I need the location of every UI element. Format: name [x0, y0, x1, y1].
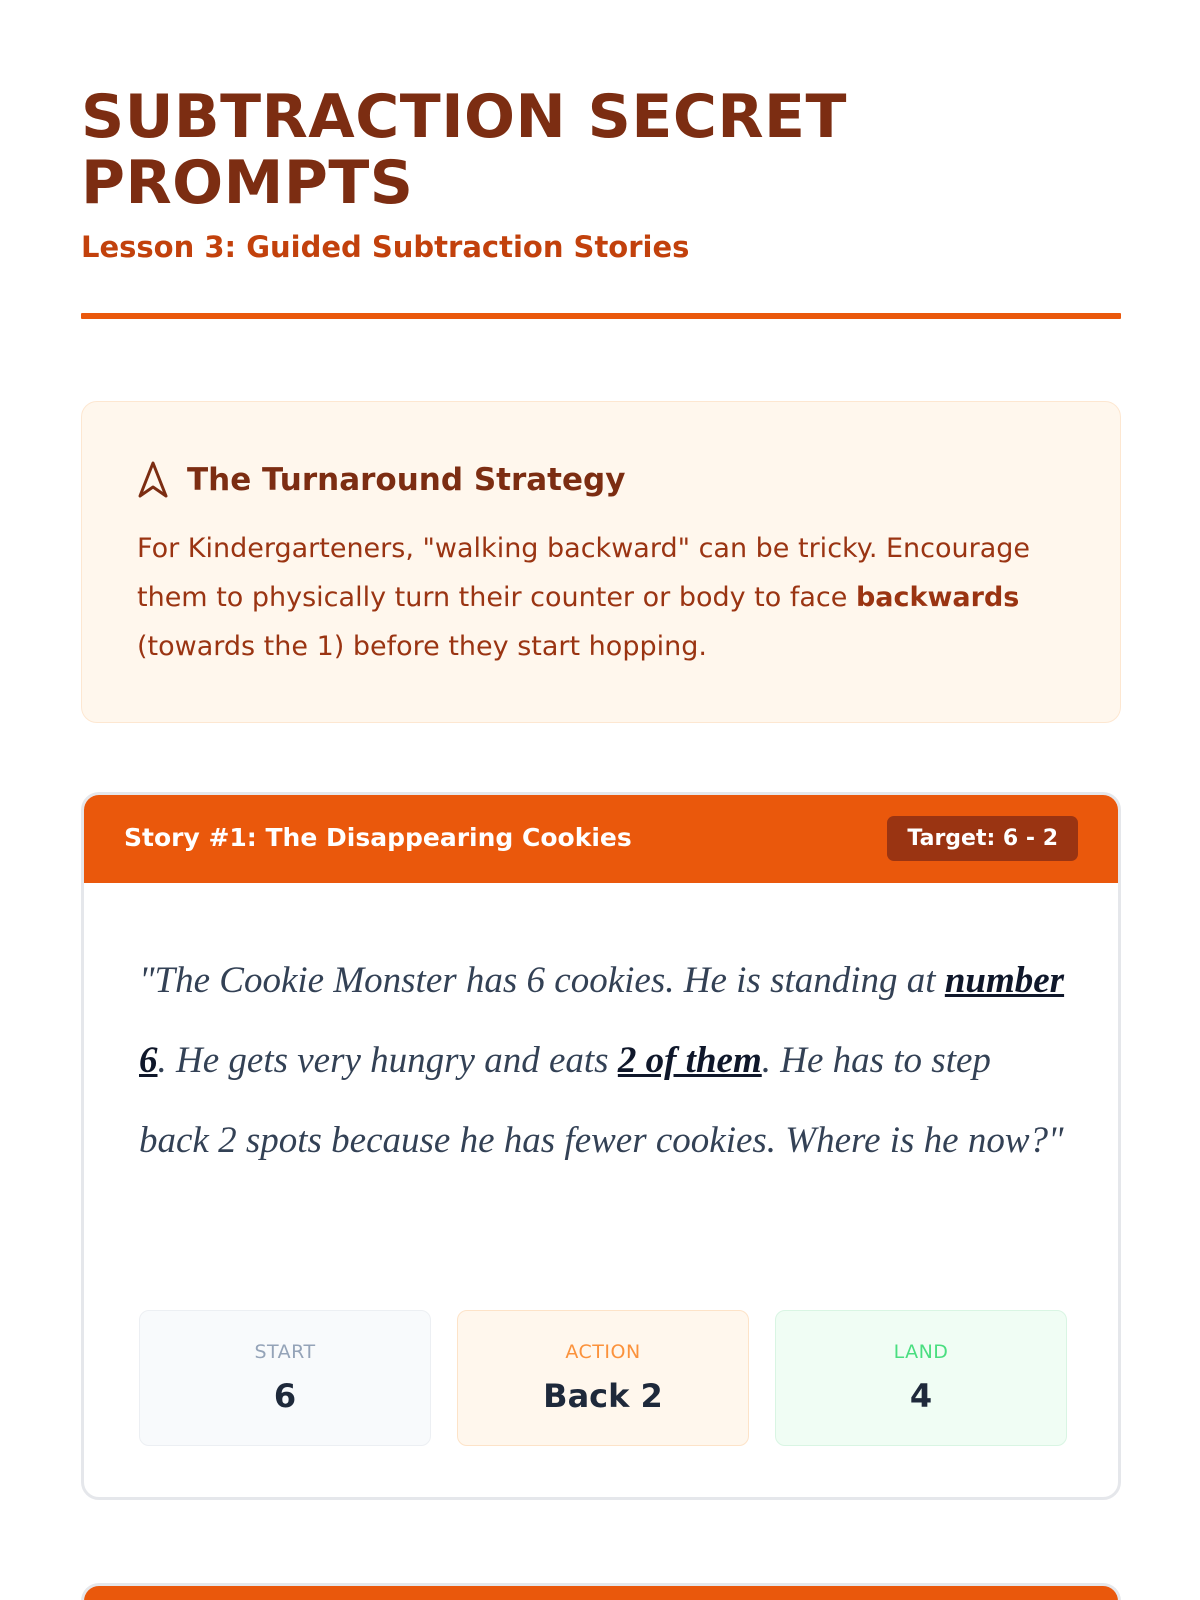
navigation-arrow-icon: [137, 460, 169, 500]
story-text-part: "The Cookie Monster has 6 cookies. He is standing at: [139, 960, 945, 1001]
story-emphasis-start-number: number 6: [139, 960, 1065, 1081]
solution-steps: [139, 1310, 1069, 1446]
story-card-2-header: [81, 1583, 1121, 1600]
step-value: Back 2: [543, 1377, 663, 1415]
step-action: [457, 1310, 749, 1446]
step-label: ACTION: [565, 1341, 641, 1363]
story-text-part: . He gets very hungry and eats: [157, 1040, 618, 1081]
story-title: Story #1: The Disappearing Cookies: [124, 823, 632, 852]
story-prompt: [139, 941, 1069, 1181]
story-text-part: . He has to step back 2 spots because he has fewer cookies. Where is he now?": [139, 1040, 1064, 1161]
target-badge: Target: 6 - 2: [887, 816, 1078, 861]
strategy-tip-card: [81, 401, 1121, 723]
story-card-header: [84, 795, 1118, 883]
step-value: 6: [273, 1377, 297, 1415]
tip-header: [137, 460, 625, 500]
page-title: SUBTRACTION SECRET PROMPTS: [81, 82, 847, 218]
step-label: START: [254, 1341, 316, 1363]
lesson-subtitle: Lesson 3: Guided Subtraction Stories: [81, 230, 690, 264]
step-label: LAND: [893, 1341, 949, 1363]
step-value: 4: [909, 1377, 933, 1415]
story-emphasis-amount: 2 of them: [617, 1040, 762, 1081]
header-divider: [81, 313, 1121, 319]
step-start: [139, 1310, 431, 1446]
step-land: [775, 1310, 1067, 1446]
tip-body-emphasis: backwards: [855, 582, 1020, 613]
tip-body: [137, 524, 1057, 671]
story-card-1: [81, 792, 1121, 1500]
tip-title: The Turnaround Strategy: [187, 462, 626, 498]
tip-body-text-end: (towards the 1) before they start hopping.: [137, 631, 707, 662]
tip-body-text-start: For Kindergarteners, "walking backward" can be tricky. Encourage them to physically turn their counter or body to face: [137, 533, 1031, 613]
